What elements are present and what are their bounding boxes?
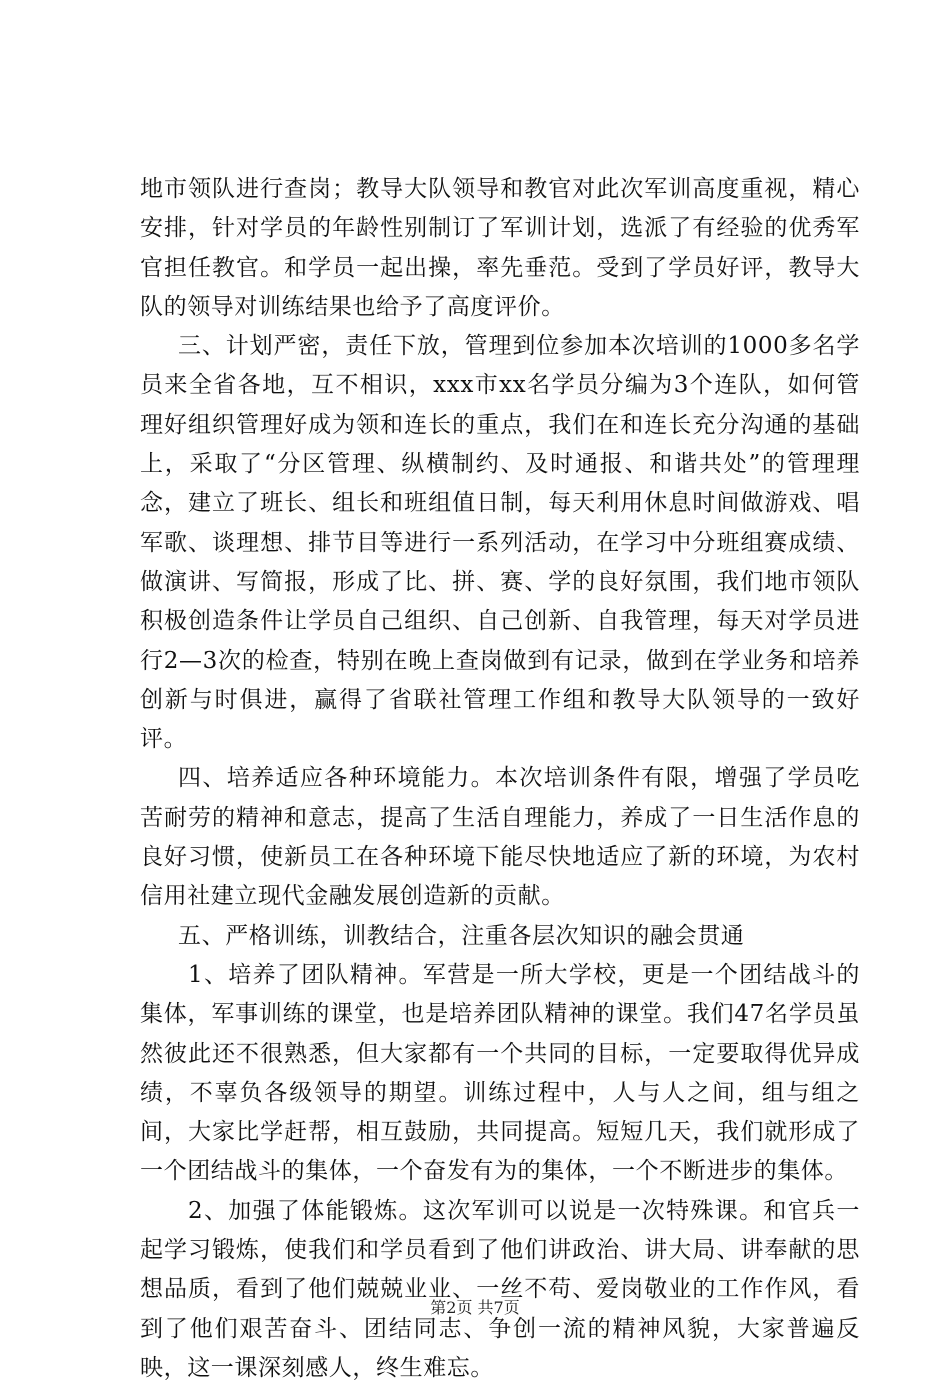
document-body xyxy=(140,170,860,1388)
paragraph-section-three: 三、计划严密，责任下放，管理到位参加本次培训的1000多名学员来全省各地，互不相识，xxx市xx名学员分编为3个连队，如何管理好组织管理好成为领和连长的重点，我们在和连长充分沟通的基础上，采取了“分区管理、纵横制约、及时通报、和谐共处”的管理理念，建立了班长、组长和班组值日制，每天利用休息时间做游戏、唱军歌、谈理想、排节目等进行一系列活动，在学习中分班组赛成绩、做演讲、写简报，形成了比、拼、赛、学的良好氛围，我们地市领队积极创造条件让学员自己组织、自己创新、自我管理，每天对学员进行2—3次的检查，特别在晚上查岗做到有记录，做到在学业务和培养创新与时俱进，赢得了省联社管理工作组和教导大队领导的一致好评。 xyxy=(140,333,860,753)
paragraph-section-four: 四、培养适应各种环境能力。本次培训条件有限，增强了学员吃苦耐劳的精神和意志，提高了生活自理能力，养成了一日生活作息的良好习惯，使新员工在各种环境下能尽快地适应了新的环境，为农村信用社建立现代金融发展创造新的贡献。 xyxy=(140,765,860,910)
paragraph-physical-training: 2、加强了体能锻炼。这次军训可以说是一次特殊课。和官兵一起学习锻炼，使我们和学员看到了他们讲政治、讲大局、讲奉献的思想品质，看到了他们兢兢业业、一丝不苟、爱岗敬业的工作作风，看到了他们艰苦奋斗、团结同志、争创一流的精神风貌，大家普遍反映，这一课深刻感人，终生难忘。 xyxy=(140,1197,860,1381)
paragraph-continuation: 地市领队进行查岗；教导大队领导和教官对此次军训高度重视，精心安排，针对学员的年龄性别制订了军训计划，选派了有经验的优秀军官担任教官。和学员一起出操，率先垂范。受到了学员好评，教导大队的领导对训练结果也给予了高度评价。 xyxy=(140,176,860,320)
page-number-footer: 第2页 共7页 xyxy=(430,1298,520,1317)
paragraph-team-spirit: 1、培养了团队精神。军营是一所大学校，更是一个团结战斗的集体，军事训练的课堂，也是培养团队精神的课堂。我们47名学员虽然彼此还不很熟悉，但大家都有一个共同的目标，一定要取得优异成绩，不辜负各级领导的期望。训练过程中，人与人之间，组与组之间，大家比学赶帮，相互鼓励，共同提高。短短几天，我们就形成了一个团结战斗的集体，一个奋发有为的集体，一个不断进步的集体。 xyxy=(140,961,860,1185)
heading-section-five: 五、严格训练，训教结合，注重各层次知识的融会贯通 xyxy=(178,922,745,949)
